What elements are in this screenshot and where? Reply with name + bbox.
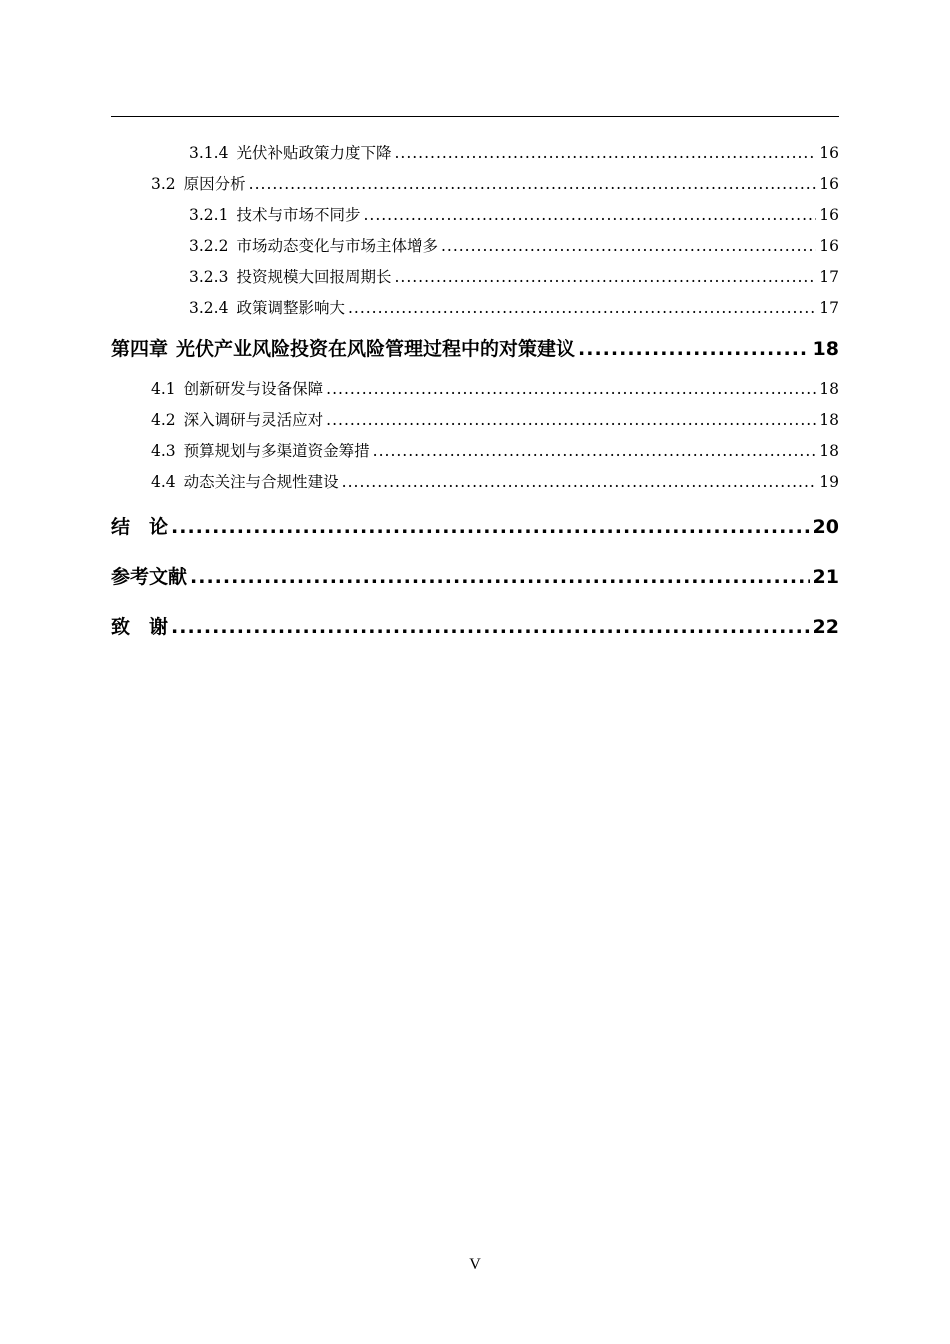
toc-entry-number: 第四章 xyxy=(111,338,169,360)
toc-entry[interactable] xyxy=(111,467,839,498)
dot-leader xyxy=(394,262,816,293)
dot-leader xyxy=(441,231,816,262)
toc-entry-page: 18 xyxy=(819,411,839,429)
toc-entry[interactable] xyxy=(111,169,839,200)
toc-entry-page: 16 xyxy=(819,144,839,162)
toc-entry-number: 4.1 xyxy=(151,380,176,398)
toc-entry[interactable] xyxy=(111,200,839,231)
toc-entry-page: 18 xyxy=(819,380,839,398)
dot-leader xyxy=(348,293,816,324)
dot-leader xyxy=(373,436,817,467)
dot-leader xyxy=(171,602,810,652)
toc-entry-title: 技术与市场不同步 xyxy=(236,206,361,224)
toc-entry-page: 16 xyxy=(819,237,839,255)
toc-entry-page: 16 xyxy=(819,206,839,224)
dot-leader xyxy=(394,138,816,169)
table-of-contents xyxy=(111,138,839,652)
toc-entry-number: 4.2 xyxy=(151,411,176,429)
toc-entry-title: 动态关注与合规性建设 xyxy=(183,473,339,491)
toc-entry[interactable] xyxy=(111,293,839,324)
toc-entry-page: 18 xyxy=(819,442,839,460)
toc-entry-page: 17 xyxy=(819,299,839,317)
toc-entry-title: 原因分析 xyxy=(183,175,246,193)
toc-entry-page: 17 xyxy=(819,268,839,286)
toc-entry-page: 22 xyxy=(812,616,839,638)
toc-entry-page: 21 xyxy=(812,566,839,588)
page-number: V xyxy=(469,1256,481,1273)
header-rule xyxy=(111,116,839,117)
toc-entry-page: 16 xyxy=(819,175,839,193)
toc-entry-title: 光伏补贴政策力度下降 xyxy=(236,144,392,162)
toc-entry-title: 政策调整影响大 xyxy=(236,299,345,317)
dot-leader xyxy=(249,169,817,200)
dot-leader xyxy=(171,502,810,552)
toc-entry-title: 光伏产业风险投资在风险管理过程中的对策建议 xyxy=(176,338,576,360)
dot-leader xyxy=(578,324,810,374)
toc-entry-title: 投资规模大回报周期长 xyxy=(236,268,392,286)
toc-acknowledgements-entry[interactable] xyxy=(111,602,839,652)
toc-entry-title: 创新研发与设备保障 xyxy=(183,380,324,398)
toc-entry-page: 20 xyxy=(812,516,839,538)
toc-entry-title: 市场动态变化与市场主体增多 xyxy=(236,237,438,255)
dot-leader xyxy=(326,405,816,436)
toc-entry-title: 结 论 xyxy=(111,516,169,538)
dot-leader xyxy=(190,552,810,602)
toc-entry-number: 4.4 xyxy=(151,473,176,491)
toc-entry-page: 18 xyxy=(812,338,839,360)
dot-leader xyxy=(326,374,816,405)
toc-entry-title: 致 谢 xyxy=(111,616,169,638)
toc-entry[interactable] xyxy=(111,231,839,262)
toc-entry-number: 4.3 xyxy=(151,442,176,460)
toc-entry[interactable] xyxy=(111,374,839,405)
dot-leader xyxy=(342,467,817,498)
toc-entry-title: 深入调研与灵活应对 xyxy=(183,411,324,429)
toc-entry-title: 预算规划与多渠道资金筹措 xyxy=(183,442,370,460)
toc-entry[interactable] xyxy=(111,405,839,436)
toc-chapter-entry[interactable] xyxy=(111,324,839,374)
toc-entry-number: 3.2 xyxy=(151,175,176,193)
toc-entry-number: 3.2.2 xyxy=(189,237,229,255)
dot-leader xyxy=(363,200,816,231)
toc-entry-number: 3.2.3 xyxy=(189,268,229,286)
toc-references-entry[interactable] xyxy=(111,552,839,602)
toc-entry-number: 3.2.1 xyxy=(189,206,229,224)
toc-entry[interactable] xyxy=(111,262,839,293)
toc-entry-page: 19 xyxy=(819,473,839,491)
toc-entry-title: 参考文献 xyxy=(111,566,188,588)
toc-entry-number: 3.2.4 xyxy=(189,299,229,317)
toc-conclusion-entry[interactable] xyxy=(111,502,839,552)
toc-entry-number: 3.1.4 xyxy=(189,144,229,162)
toc-entry[interactable] xyxy=(111,138,839,169)
toc-entry[interactable] xyxy=(111,436,839,467)
